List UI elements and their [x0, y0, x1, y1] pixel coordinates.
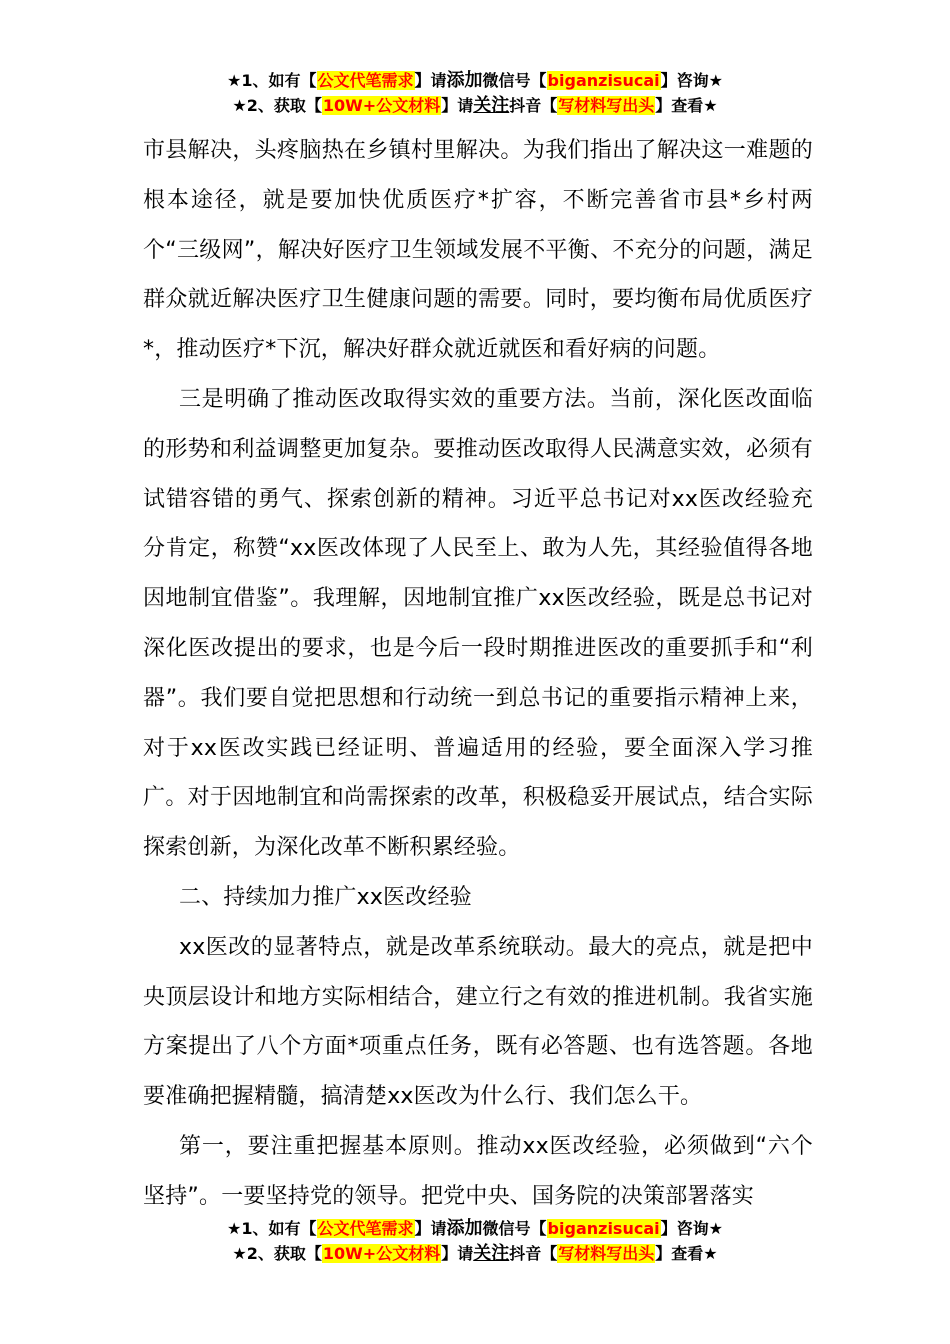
bottom-banner-line-2 — [0, 1242, 950, 1266]
banner-text: ★2、获取【 — [232, 96, 322, 115]
banner-highlight-service: 公文代笔需求 — [317, 71, 414, 90]
body-paragraph: 第一，要注重把握基本原则。推动xx医改经验，必须做到“六个坚持”。一要坚持党的领导。把党中央、国务院的决策部署落实 — [143, 1133, 813, 1209]
banner-emphasis: 关注 — [473, 95, 510, 116]
banner-text: 抖音【 — [509, 96, 558, 115]
banner-highlight-materials: 10W+公文材料 — [322, 1244, 441, 1263]
body-paragraph: 市县解决，头疼脑热在乡镇村里解决。为我们指出了解决这一难题的根本途径，就是要加快优质医疗*扩容，不断完善省市县*乡村两个“三级网”，解决好医疗卫生领域发展不平衡、不充分的问题，满足群众就近解决医疗卫生健康问题的需要。同时，要均衡布局优质医疗*，推动医疗*下沉，解决好群众就近就医和看好病的问题。 — [143, 138, 813, 363]
banner-highlight-douyin: 写材料写出头 — [558, 96, 655, 115]
banner-text: 】查看★ — [655, 1244, 718, 1263]
banner-highlight-materials: 10W+公文材料 — [322, 96, 441, 115]
banner-text: 】请 — [414, 71, 447, 90]
top-banner-line-1 — [0, 69, 950, 93]
banner-text: ★1、如有【 — [227, 71, 317, 90]
banner-text: 】请 — [441, 96, 474, 115]
banner-text: ★1、如有【 — [227, 1219, 317, 1238]
banner-text: 】请 — [414, 1219, 447, 1238]
banner-text: 微信号【 — [482, 1219, 547, 1238]
banner-highlight-wechat-id: biganzisucai — [547, 1219, 660, 1238]
banner-highlight-douyin: 写材料写出头 — [558, 1244, 655, 1263]
banner-text: 】咨询★ — [660, 71, 723, 90]
top-banner-line-2 — [0, 94, 950, 118]
banner-emphasis: 关注 — [473, 1243, 510, 1264]
banner-text: ★2、获取【 — [232, 1244, 322, 1263]
document-body — [143, 126, 813, 1222]
body-paragraph: xx医改的显著特点，就是改革系统联动。最大的亮点，就是把中央顶层设计和地方实际相结合，建立行之有效的推进机制。我省实施方案提出了八个方面*项重点任务，既有必答题、也有选答题。各地要准确把握精髓，搞清楚xx医改为什么行、我们怎么干。 — [143, 934, 813, 1110]
banner-text: 】咨询★ — [660, 1219, 723, 1238]
body-paragraph: 三是明确了推动医改取得实效的重要方法。当前，深化医改面临的形势和利益调整更加复杂。要推动医改取得人民满意实效，必须有试错容错的勇气、探索创新的精神。习近平总书记对xx医改经验充分肯定，称赞“xx医改体现了人民至上、敢为人先，其经验值得各地因地制宜借鉴”。我理解，因地制宜推广xx医改经验，既是总书记对深化医改提出的要求，也是今后一段时期推进医改的重要抓手和“利器”。我们要自觉把思想和行动统一到总书记的重要指示精神上来，对于xx医改实践已经证明、普遍适用的经验，要全面深入学习推广。对于因地制宜和尚需探索的改革，积极稳妥开展试点，结合实际探索创新，为深化改革不断积累经验。 — [143, 386, 813, 861]
banner-text: 】请 — [441, 1244, 474, 1263]
banner-text: 】查看★ — [655, 96, 718, 115]
banner-emphasis: 添加 — [446, 1218, 483, 1239]
banner-highlight-service: 公文代笔需求 — [317, 1219, 414, 1238]
bottom-banner-line-1 — [0, 1217, 950, 1241]
banner-emphasis: 添加 — [446, 70, 483, 91]
section-heading: 二、持续加力推广xx医改经验 — [179, 884, 472, 910]
banner-highlight-wechat-id: biganzisucai — [547, 71, 660, 90]
banner-text: 微信号【 — [482, 71, 547, 90]
banner-text: 抖音【 — [509, 1244, 558, 1263]
